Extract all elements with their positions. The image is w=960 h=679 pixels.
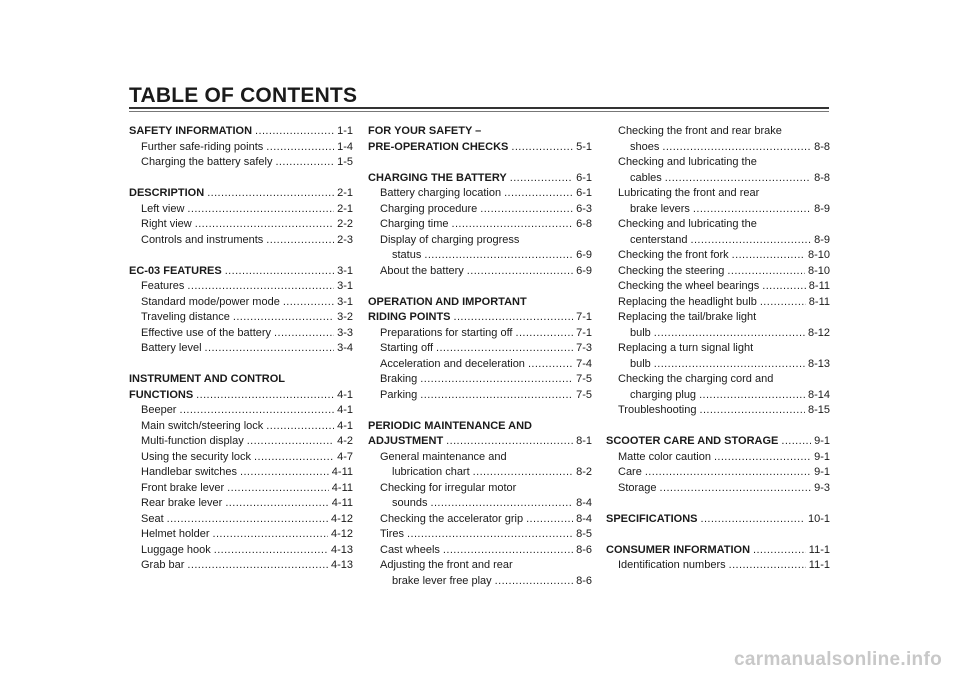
toc-entry[interactable]: brake lever free play ..... 8-6 xyxy=(368,574,592,590)
toc-entry[interactable]: Checking the wheel bearings ..... 8-11 xyxy=(606,279,830,295)
toc-entry[interactable]: Charging procedure ..... 6-3 xyxy=(368,202,592,218)
toc-entry[interactable]: Traveling distance ..... 3-2 xyxy=(129,310,353,326)
toc-section-instrument[interactable]: FUNCTIONS ..... 4-1 xyxy=(129,388,353,404)
toc-entry[interactable]: Front brake lever ..... 4-11 xyxy=(129,481,353,497)
page-title: TABLE OF CONTENTS xyxy=(129,84,358,107)
toc-entry[interactable]: Tires ..... 8-5 xyxy=(368,527,592,543)
watermark-text: carmanualsonline.info xyxy=(734,649,942,670)
toc-section-charging[interactable]: CHARGING THE BATTERY ..... 6-1 xyxy=(368,171,592,187)
toc-entry-line1[interactable]: Checking the charging cord and xyxy=(618,373,774,385)
toc-section-description[interactable]: DESCRIPTION ..... 2-1 xyxy=(129,186,353,202)
toc-entry[interactable]: Left view ..... 2-1 xyxy=(129,202,353,218)
toc-entry-line1[interactable]: General maintenance and xyxy=(380,450,507,463)
toc-entry[interactable]: Using the security lock ..... 4-7 xyxy=(129,450,353,466)
toc-entry[interactable]: Care ..... 9-1 xyxy=(606,465,830,481)
toc-entry[interactable]: Cast wheels ..... 8-6 xyxy=(368,543,592,559)
toc-entry[interactable]: status ..... 6-9 xyxy=(368,248,592,264)
toc-entry[interactable]: Right view ..... 2-2 xyxy=(129,217,353,233)
toc-section-specifications[interactable]: SPECIFICATIONS ..... 10-1 xyxy=(606,512,830,528)
toc-entry[interactable]: bulb ..... 8-12 xyxy=(606,326,830,342)
toc-entry[interactable]: Battery charging location ..... 6-1 xyxy=(368,186,592,202)
toc-entry[interactable]: Checking the steering ..... 8-10 xyxy=(606,264,830,280)
toc-entry[interactable]: Matte color caution ..... 9-1 xyxy=(606,450,830,466)
toc-entry-line1[interactable]: Checking the front and rear brake xyxy=(618,125,782,137)
toc-section-consumer[interactable]: CONSUMER INFORMATION ..... 11-1 xyxy=(606,543,830,559)
toc-column-2 xyxy=(368,124,592,589)
toc-entry[interactable]: Starting off ..... 7-3 xyxy=(368,341,592,357)
toc-entry[interactable]: Helmet holder ..... 4-12 xyxy=(129,527,353,543)
toc-section-safety[interactable]: SAFETY INFORMATION ..... 1-1 xyxy=(129,124,353,140)
toc-entry[interactable]: Features ..... 3-1 xyxy=(129,279,353,295)
toc-entry[interactable]: shoes ..... 8-8 xyxy=(606,140,830,156)
toc-entry[interactable]: Standard mode/power mode ..... 3-1 xyxy=(129,295,353,311)
title-rule-thick xyxy=(129,107,829,109)
toc-entry[interactable]: Preparations for starting off ..... 7-1 xyxy=(368,326,592,342)
toc-entry[interactable]: cables ..... 8-8 xyxy=(606,171,830,187)
toc-entry[interactable]: bulb ..... 8-13 xyxy=(606,357,830,373)
toc-entry[interactable]: Main switch/steering lock ..... 4-1 xyxy=(129,419,353,435)
toc-entry[interactable]: Storage ..... 9-3 xyxy=(606,481,830,497)
toc-entry[interactable]: Seat ..... 4-12 xyxy=(129,512,353,528)
toc-entry[interactable]: charging plug ..... 8-14 xyxy=(606,388,830,404)
toc-entry[interactable]: Charging the battery safely ..... 1-5 xyxy=(129,155,353,171)
toc-entry[interactable]: Acceleration and deceleration ..... 7-4 xyxy=(368,357,592,373)
toc-entry[interactable]: Multi-function display ..... 4-2 xyxy=(129,434,353,450)
toc-entry-line1[interactable]: Replacing the tail/brake light xyxy=(618,311,757,323)
toc-entry[interactable]: Rear brake lever ..... 4-11 xyxy=(129,496,353,512)
toc-section-pre-operation[interactable]: PRE-OPERATION CHECKS ..... 5-1 xyxy=(368,140,592,156)
toc-entry[interactable]: Checking the front fork ..... 8-10 xyxy=(606,248,830,264)
toc-entry[interactable]: Checking the accelerator grip ..... 8-4 xyxy=(368,512,592,528)
toc-entry[interactable]: Troubleshooting ..... 8-15 xyxy=(606,403,830,419)
toc-entry[interactable]: Effective use of the battery ..... 3-3 xyxy=(129,326,353,342)
toc-entry[interactable]: Grab bar ..... 4-13 xyxy=(129,558,353,574)
toc-entry[interactable]: Battery level ..... 3-4 xyxy=(129,341,353,357)
toc-section-features[interactable]: EC-03 FEATURES ..... 3-1 xyxy=(129,264,353,280)
toc-entry[interactable]: Handlebar switches ..... 4-11 xyxy=(129,465,353,481)
toc-entry[interactable]: Braking ..... 7-5 xyxy=(368,372,592,388)
toc-section-instrument-line1[interactable]: INSTRUMENT AND CONTROL xyxy=(129,373,286,385)
toc-entry-line1[interactable]: Checking and lubricating the xyxy=(618,156,757,168)
toc-entry[interactable]: Replacing the headlight bulb ..... 8-11 xyxy=(606,295,830,311)
toc-section-maintenance[interactable]: ADJUSTMENT ..... 8-1 xyxy=(368,434,592,450)
toc-entry-line1[interactable]: Replacing a turn signal light xyxy=(618,342,754,354)
toc-entry[interactable]: Parking ..... 7-5 xyxy=(368,388,592,404)
toc-section-care[interactable]: SCOOTER CARE AND STORAGE ..... 9-1 xyxy=(606,434,830,450)
toc-column-3 xyxy=(606,124,830,574)
toc-entry[interactable]: Controls and instruments ..... 2-3 xyxy=(129,233,353,249)
toc-entry[interactable]: Identification numbers ..... 11-1 xyxy=(606,558,830,574)
toc-section-maintenance-line1[interactable]: PERIODIC MAINTENANCE AND xyxy=(368,419,532,432)
toc-section-operation-line1[interactable]: OPERATION AND IMPORTANT xyxy=(368,295,527,308)
title-rule-thin xyxy=(129,111,829,112)
toc-entry[interactable]: brake levers ..... 8-9 xyxy=(606,202,830,218)
toc-entry-line1[interactable]: Adjusting the front and rear xyxy=(380,559,513,571)
toc-entry[interactable]: Further safe-riding points ..... 1-4 xyxy=(129,140,353,156)
toc-entry-line1[interactable]: Display of charging progress xyxy=(380,233,520,246)
toc-entry[interactable]: sounds ..... 8-4 xyxy=(368,496,592,512)
toc-entry[interactable]: centerstand ..... 8-9 xyxy=(606,233,830,249)
toc-entry[interactable]: Luggage hook ..... 4-13 xyxy=(129,543,353,559)
toc-section-operation[interactable]: RIDING POINTS ..... 7-1 xyxy=(368,310,592,326)
toc-column-1 xyxy=(129,124,353,574)
toc-entry-line1[interactable]: Lubricating the front and rear xyxy=(618,187,760,199)
toc-entry[interactable]: Charging time ..... 6-8 xyxy=(368,217,592,233)
toc-section-safety-line1[interactable]: FOR YOUR SAFETY – xyxy=(368,125,482,137)
toc-entry-line1[interactable]: Checking for irregular motor xyxy=(380,481,517,494)
toc-entry-line1[interactable]: Checking and lubricating the xyxy=(618,218,757,230)
toc-entry[interactable]: lubrication chart ..... 8-2 xyxy=(368,465,592,481)
toc-entry[interactable]: Beeper ..... 4-1 xyxy=(129,403,353,419)
toc-entry[interactable]: About the battery ..... 6-9 xyxy=(368,264,592,280)
